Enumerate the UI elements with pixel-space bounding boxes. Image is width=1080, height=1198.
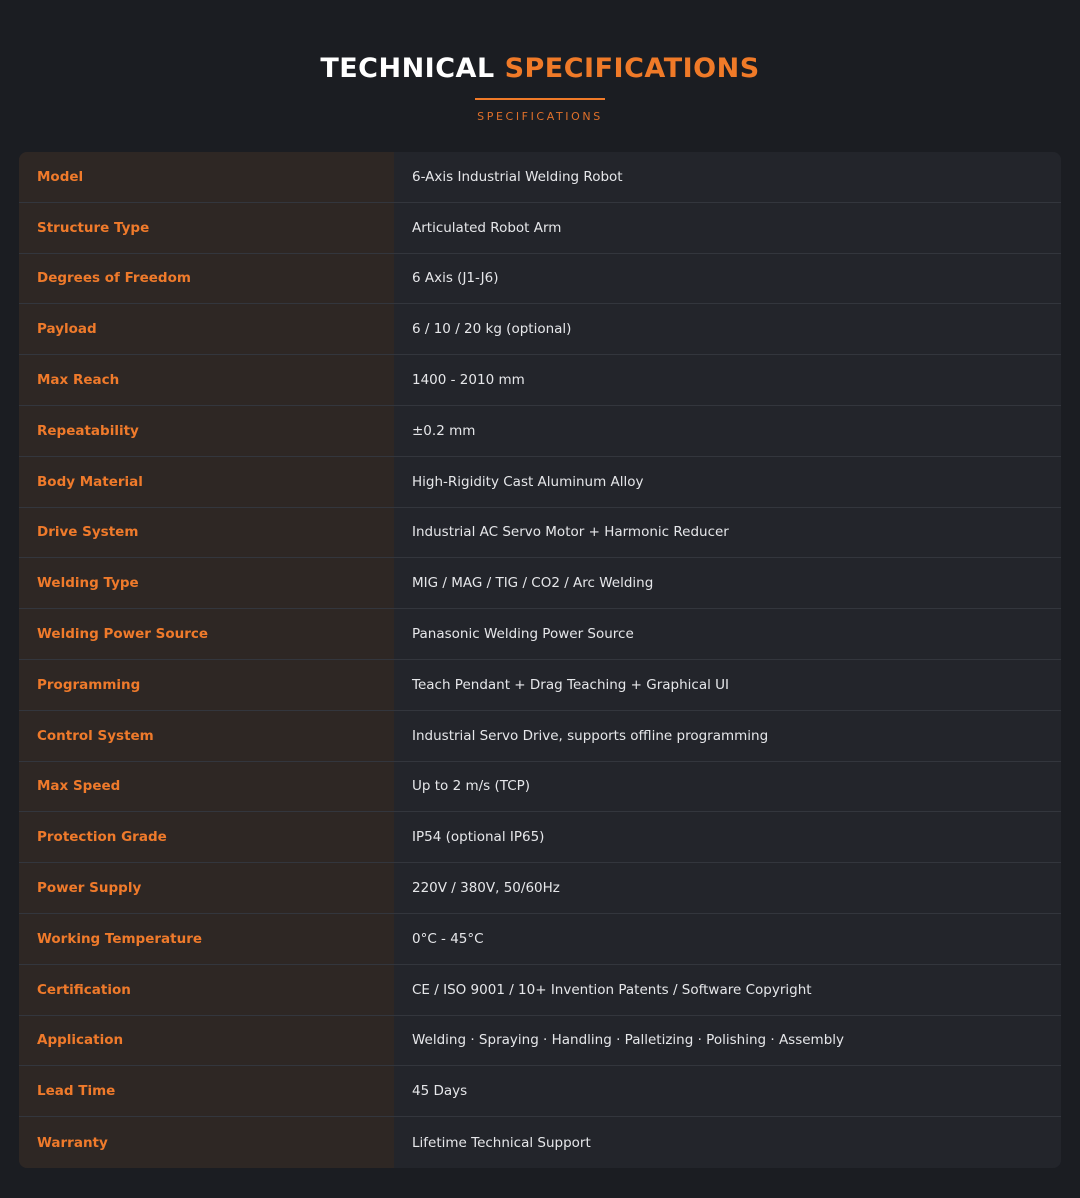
- spec-row-drive-system: [19, 508, 1061, 559]
- page-header: [0, 0, 1080, 150]
- spec-row-programming: [19, 660, 1061, 711]
- spec-value: ±0.2 mm: [394, 406, 1061, 456]
- spec-label: Warranty: [19, 1117, 394, 1168]
- spec-value: 6 Axis (J1-J6): [394, 254, 1061, 304]
- spec-value: 0°C - 45°C: [394, 914, 1061, 964]
- spec-row-degrees-of-freedom: [19, 254, 1061, 305]
- spec-label: Protection Grade: [19, 812, 394, 862]
- spec-value: IP54 (optional IP65): [394, 812, 1061, 862]
- spec-label: Welding Power Source: [19, 609, 394, 659]
- spec-value: CE / ISO 9001 / 10+ Invention Patents / Software Copyright: [394, 965, 1061, 1015]
- spec-row-lead-time: [19, 1066, 1061, 1117]
- spec-label: Lead Time: [19, 1066, 394, 1116]
- spec-row-warranty: [19, 1117, 1061, 1168]
- spec-value: Industrial AC Servo Motor + Harmonic Reducer: [394, 508, 1061, 558]
- spec-value: Industrial Servo Drive, supports offline programming: [394, 711, 1061, 761]
- spec-value: Welding · Spraying · Handling · Palletizing · Polishing · Assembly: [394, 1016, 1061, 1066]
- spec-value: Panasonic Welding Power Source: [394, 609, 1061, 659]
- spec-label: Welding Type: [19, 558, 394, 608]
- spec-label: Degrees of Freedom: [19, 254, 394, 304]
- spec-label: Working Temperature: [19, 914, 394, 964]
- spec-value: High-Rigidity Cast Aluminum Alloy: [394, 457, 1061, 507]
- title-accent: SPECIFICATIONS: [504, 53, 760, 84]
- spec-row-model: [19, 152, 1061, 203]
- page-title: [0, 52, 1080, 86]
- spec-value: Articulated Robot Arm: [394, 203, 1061, 253]
- spec-row-payload: [19, 304, 1061, 355]
- spec-label: Certification: [19, 965, 394, 1015]
- spec-value: 45 Days: [394, 1066, 1061, 1116]
- spec-value: MIG / MAG / TIG / CO2 / Arc Welding: [394, 558, 1061, 608]
- spec-value: Teach Pendant + Drag Teaching + Graphical UI: [394, 660, 1061, 710]
- spec-value: 6 / 10 / 20 kg (optional): [394, 304, 1061, 354]
- spec-label: Drive System: [19, 508, 394, 558]
- spec-label: Body Material: [19, 457, 394, 507]
- spec-row-structure-type: [19, 203, 1061, 254]
- spec-row-control-system: [19, 711, 1061, 762]
- spec-label: Application: [19, 1016, 394, 1066]
- spec-value: 1400 - 2010 mm: [394, 355, 1061, 405]
- spec-label: Payload: [19, 304, 394, 354]
- spec-value: 6-Axis Industrial Welding Robot: [394, 152, 1061, 202]
- spec-row-working-temperature: [19, 914, 1061, 965]
- page-subtitle: SPECIFICATIONS: [477, 110, 603, 123]
- spec-label: Programming: [19, 660, 394, 710]
- spec-label: Control System: [19, 711, 394, 761]
- spec-label: Model: [19, 152, 394, 202]
- spec-row-protection-grade: [19, 812, 1061, 863]
- spec-value: Lifetime Technical Support: [394, 1117, 1061, 1168]
- title-main: TECHNICAL: [320, 53, 495, 84]
- spec-row-certification: [19, 965, 1061, 1016]
- spec-label: Power Supply: [19, 863, 394, 913]
- spec-row-max-speed: [19, 762, 1061, 813]
- spec-row-welding-power-source: [19, 609, 1061, 660]
- spec-value: Up to 2 m/s (TCP): [394, 762, 1061, 812]
- spec-label: Max Speed: [19, 762, 394, 812]
- spec-table: [19, 152, 1061, 1168]
- spec-row-application: [19, 1016, 1061, 1067]
- spec-value: 220V / 380V, 50/60Hz: [394, 863, 1061, 913]
- spec-label: Max Reach: [19, 355, 394, 405]
- spec-label: Structure Type: [19, 203, 394, 253]
- spec-row-body-material: [19, 457, 1061, 508]
- spec-row-repeatability: [19, 406, 1061, 457]
- spec-row-max-reach: [19, 355, 1061, 406]
- spec-label: Repeatability: [19, 406, 394, 456]
- spec-row-welding-type: [19, 558, 1061, 609]
- spec-row-power-supply: [19, 863, 1061, 914]
- title-divider: [475, 98, 605, 100]
